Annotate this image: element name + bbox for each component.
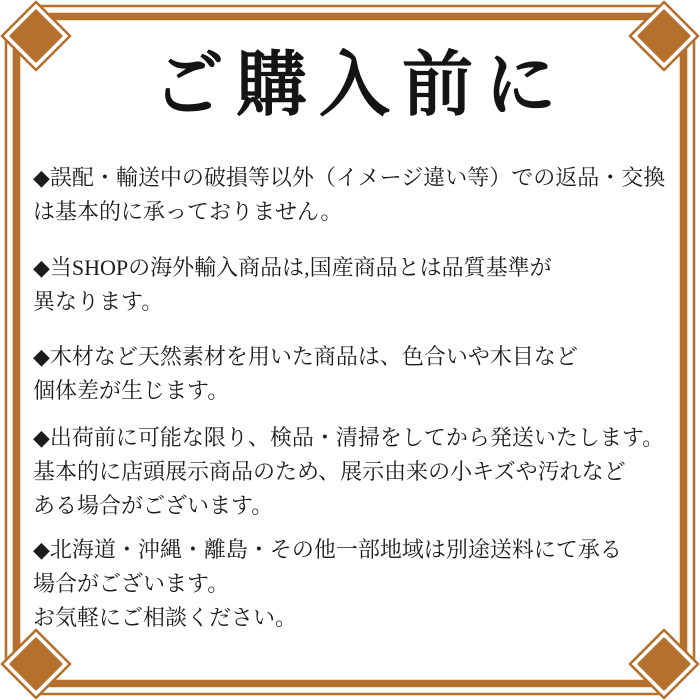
notice-line: 基本的に店頭展示商品のため、展示由来の小キズや汚れなど xyxy=(33,458,626,484)
notice-line: ◆出荷前に可能な限り、検品・清掃をしてから発送いたします。 xyxy=(33,424,665,450)
notice-line: は基本的に承っておりません。 xyxy=(33,198,343,224)
notice-item-returns xyxy=(33,161,676,229)
corner-ornament-bottom-right xyxy=(630,630,698,698)
notice-line: ◆北海道・沖縄・離島・その他一部地域は別途送料にて承る xyxy=(33,536,622,562)
notice-item-import-quality xyxy=(33,251,676,319)
notice-line: 場合がございます。 xyxy=(33,570,230,596)
notice-line: ◆当SHOPの海外輸入商品は,国産商品とは品質基準が xyxy=(33,254,552,280)
notice-item-natural-materials xyxy=(33,340,676,408)
notice-line: ◆誤配・輸送中の破損等以外（イメージ違い等）での返品・交換 xyxy=(33,164,666,190)
notice-line: 個体差が生じます。 xyxy=(33,377,230,403)
notice-item-inspection xyxy=(33,421,676,523)
corner-ornament-bottom-left xyxy=(2,630,70,698)
page-title: ご購入前に xyxy=(152,47,569,125)
notice-item-shipping-regions xyxy=(33,533,676,635)
notice-line: 異なります。 xyxy=(33,288,164,314)
notice-line: ある場合がございます。 xyxy=(33,492,274,518)
notice-line: お気軽にご相談ください。 xyxy=(33,604,298,630)
notice-line: ◆木材など天然素材を用いた商品は、色合いや木目など xyxy=(33,343,578,369)
notice-content xyxy=(33,28,676,635)
